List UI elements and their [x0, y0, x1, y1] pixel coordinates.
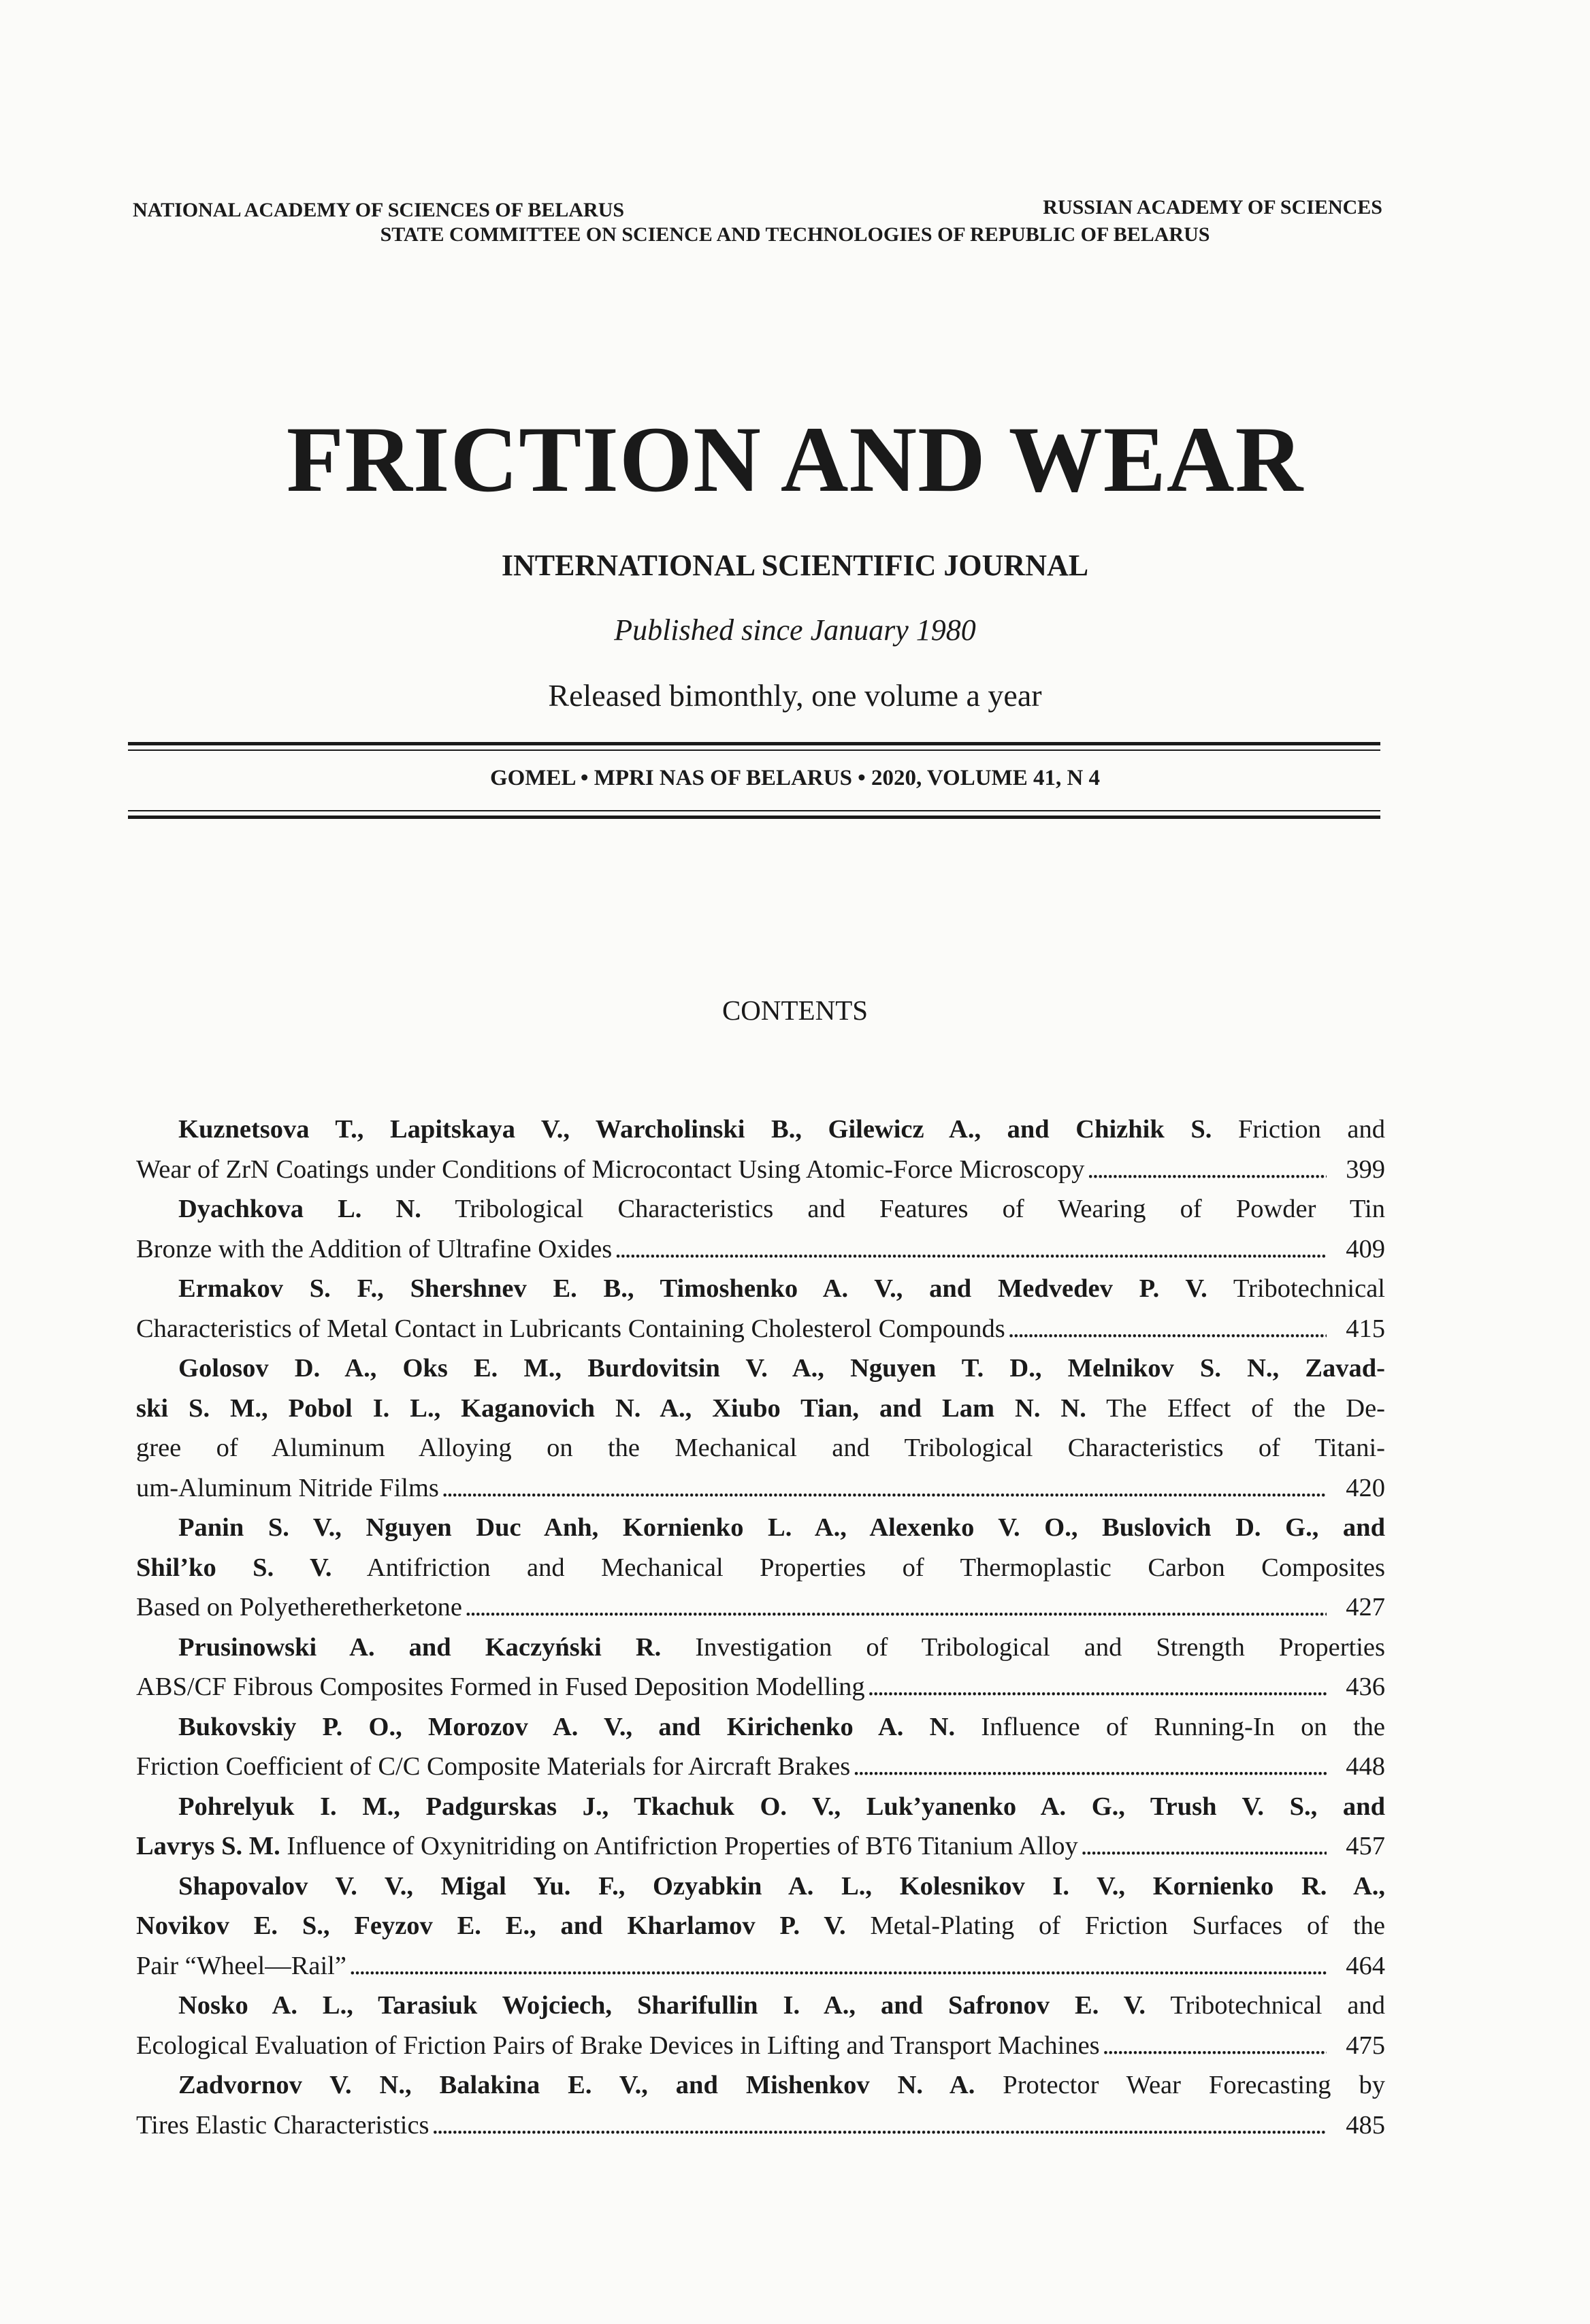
toc-authors: Lavrys S. M.: [136, 1832, 280, 1860]
org-center: STATE COMMITTEE ON SCIENCE AND TECHNOLOGIES OF REPUBLIC OF BELARUS: [380, 223, 1210, 246]
toc-authors: Shapovalov V. V., Migal Yu. F., Ozyabkin A. L., Kolesnikov I. V., Kornienko R. A.,: [178, 1871, 1385, 1901]
toc-title: Protector Wear Forecasting by: [1003, 2071, 1385, 2099]
toc-title: Friction Coefficient of C/C Composite Materials for Aircraft Brakes: [136, 1752, 851, 1781]
contents-heading: CONTENTS: [721, 995, 869, 1026]
toc-title: The Effect of the De-: [1106, 1393, 1385, 1423]
toc-page-number: 420: [1346, 1473, 1385, 1502]
toc-title: Tires Elastic Characteristics: [136, 2110, 429, 2140]
org-left: NATIONAL ACADEMY OF SCIENCES OF BELARUS: [133, 199, 625, 221]
leader-dots: [868, 1667, 1327, 1707]
toc-entry: [136, 1707, 1385, 1787]
toc-entry: [136, 1269, 1385, 1349]
leader-dots: [349, 1946, 1327, 1986]
toc-page-number: 409: [1346, 1234, 1385, 1263]
toc-entry: [136, 1110, 1385, 1189]
rule-thin-bottom: [128, 810, 1380, 811]
leader-dots: [465, 1587, 1327, 1628]
leader-dots: [1087, 1150, 1327, 1190]
toc-entry: [136, 1787, 1385, 1867]
toc-page-number: 427: [1346, 1593, 1385, 1621]
toc-title: Characteristics of Metal Contact in Lubricants Containing Cholesterol Compounds: [136, 1314, 1005, 1343]
leader-dots: [1008, 1309, 1327, 1349]
toc-page-number: 415: [1346, 1314, 1385, 1343]
leader-dots: [1081, 1826, 1327, 1867]
toc-entry: [136, 1867, 1385, 1986]
toc-title: Influence of Oxynitriding on Antifriction Properties of BT6 Titanium Alloy: [287, 1832, 1078, 1860]
journal-title: FRICTION AND WEAR: [286, 407, 1304, 511]
toc-title: Metal-Plating of Friction Surfaces of the: [870, 1911, 1385, 1940]
toc-page-number: 485: [1346, 2110, 1385, 2140]
table-of-contents: [136, 1110, 1385, 2145]
toc-title: um-Aluminum Nitride Films: [136, 1473, 439, 1502]
rule-thick-bottom: [128, 816, 1380, 819]
toc-entry: [136, 1628, 1385, 1707]
leader-dots: [1103, 2026, 1327, 2066]
rule-thick-top: [128, 742, 1380, 745]
toc-title: Tribotechnical: [1233, 1274, 1385, 1303]
toc-authors: Prusinowski A. and Kaczyński R.: [178, 1632, 662, 1662]
toc-authors: Nosko A. L., Tarasiuk Wojciech, Sharifullin I. A., and Safronov E. V.: [178, 1991, 1146, 2020]
toc-title: gree of Aluminum Alloying on the Mechanical and Tribological Characteristics of Titani-: [136, 1434, 1385, 1462]
toc-entry: [136, 1189, 1385, 1269]
toc-authors: Panin S. V., Nguyen Duc Anh, Kornienko L. A., Alexenko V. O., Buslovich D. G., and: [178, 1513, 1385, 1542]
imprint-line: GOMEL • MPRI NAS OF BELARUS • 2020, VOLUME 41, N 4: [489, 766, 1101, 790]
release-frequency: Released bimonthly, one volume a year: [548, 678, 1042, 713]
toc-entry: [136, 1508, 1385, 1628]
toc-authors: Kuznetsova T., Lapitskaya V., Warcholinski B., Gilewicz A., and Chizhik S.: [178, 1115, 1212, 1144]
toc-title: Antifriction and Mechanical Properties of Thermoplastic Carbon Composites: [366, 1553, 1385, 1582]
toc-authors: Shil’ko S. V.: [136, 1553, 332, 1582]
toc-entry: [136, 1349, 1385, 1508]
toc-authors: Ermakov S. F., Shershnev E. B., Timoshenko A. V., and Medvedev P. V.: [178, 1274, 1207, 1303]
toc-title: Friction and: [1237, 1115, 1386, 1144]
rule-thin-top: [128, 749, 1380, 751]
journal-subtitle: INTERNATIONAL SCIENTIFIC JOURNAL: [501, 549, 1089, 582]
toc-title: Bronze with the Addition of Ultrafine Oxides: [136, 1234, 613, 1263]
toc-authors: Bukovskiy P. O., Morozov A. V., and Kirichenko A. N.: [178, 1712, 956, 1741]
toc-page-number: 448: [1346, 1752, 1385, 1781]
toc-title: ABS/CF Fibrous Composites Formed in Fused Deposition Modelling: [136, 1673, 865, 1701]
toc-page-number: 475: [1346, 2031, 1385, 2060]
toc-authors: Pohrelyuk I. M., Padgurskas J., Tkachuk O. V., Luk’yanenko A. G., Trush V. S., and: [178, 1792, 1385, 1821]
toc-entry: [136, 2065, 1385, 2145]
leader-dots: [615, 1229, 1327, 1270]
leader-dots: [442, 1468, 1327, 1508]
toc-page-number: 436: [1346, 1673, 1385, 1701]
published-since: Published since January 1980: [614, 613, 976, 647]
toc-title: Investigation of Tribological and Strength Properties: [695, 1632, 1385, 1662]
toc-page-number: 464: [1346, 1951, 1385, 1980]
leader-dots: [432, 2105, 1327, 2146]
org-right: RUSSIAN ACADEMY OF SCIENCES: [1043, 196, 1382, 219]
toc-title: Wear of ZrN Coatings under Conditions of Microcontact Using Atomic-Force Microscopy: [136, 1155, 1085, 1184]
toc-page-number: 399: [1346, 1155, 1385, 1184]
toc-title: Ecological Evaluation of Friction Pairs of Brake Devices in Lifting and Transport Machines: [136, 2031, 1100, 2060]
toc-authors: ski S. M., Pobol I. L., Kaganovich N. A., Xiubo Tian, and Lam N. N.: [136, 1393, 1086, 1423]
toc-title: Tribological Characteristics and Features of Wearing of Powder Tin: [455, 1195, 1385, 1223]
toc-authors: Dyachkova L. N.: [178, 1195, 421, 1223]
toc-authors: Zadvornov V. N., Balakina E. V., and Mishenkov N. A.: [178, 2071, 975, 2099]
toc-authors: Novikov E. S., Feyzov E. E., and Kharlamov P. V.: [136, 1911, 846, 1940]
toc-entry: [136, 1986, 1385, 2065]
toc-title: Tribotechnical and: [1170, 1991, 1385, 2020]
leader-dots: [853, 1747, 1327, 1787]
toc-page-number: 457: [1346, 1832, 1385, 1860]
toc-authors: Golosov D. A., Oks E. M., Burdovitsin V. A., Nguyen T. D., Melnikov S. N., Zavad-: [178, 1354, 1385, 1383]
toc-title: Pair “Wheel—Rail”: [136, 1951, 346, 1980]
toc-title: Based on Polyetheretherketone: [136, 1593, 462, 1621]
toc-title: Influence of Running-In on the: [981, 1712, 1385, 1741]
